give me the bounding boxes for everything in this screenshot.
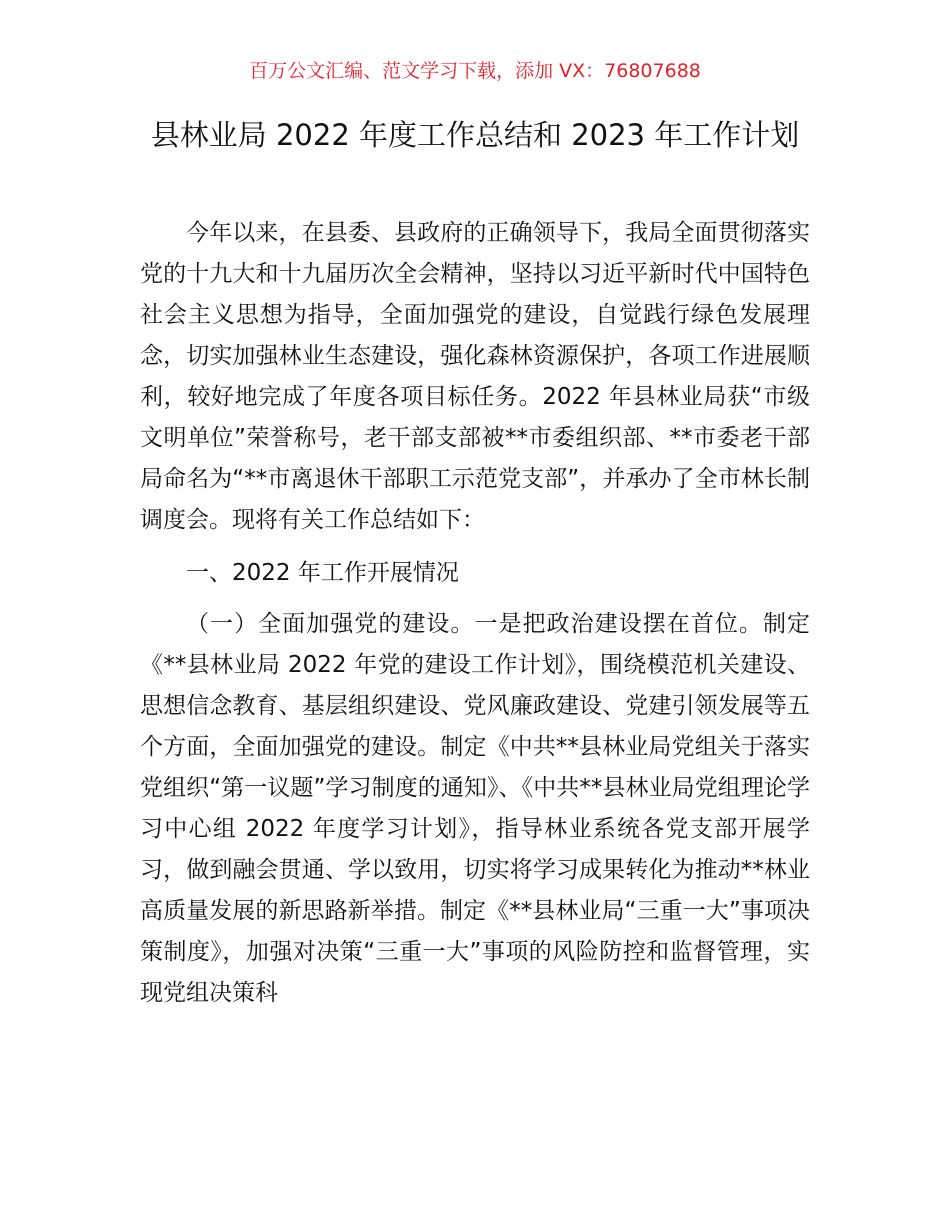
subsection-paragraph: （一）全面加强党的建设。一是把政治建设摆在首位。制定《**县林业局 2022 年党的建设工作计划》，围绕模范机关建设、思想信念教育、基层组织建设、党风廉政建设、党建引领发展等五个方面，全面加强党的建设。制定《中共**县林业局党组关于落实党组织“第一议题”学习制度的通知》、《中共**县林业局党组理论学习中心组 2022 年度学习计划》，指导林业系统各党支部开展学习，做到融会贯通、学以致用，切实将学习成果转化为推动**林业高质量发展的新思路新举措。制定《**县林业局“三重一大”事项决策制度》，加强对决策“三重一大”事项的风险防控和监督管理，实现党组决策科: [140, 611, 810, 1006]
intro-paragraph: 今年以来，在县委、县政府的正确领导下，我局全面贯彻落实党的十九大和十九届历次全会精神，坚持以习近平新时代中国特色社会主义思想为指导，全面加强党的建设，自觉践行绿色发展理念，切实加强林业生态建设，强化森林资源保护，各项工作进展顺利，较好地完成了年度各项目标任务。2022 年县林业局获“市级文明单位”荣誉称号，老干部支部被**市委组织部、**市委老干部局命名为“**市离退休干部职工示范党支部”，并承办了全市林长制调度会。现将有关工作总结如下：: [140, 220, 810, 533]
document-body: [140, 213, 810, 1014]
header-watermark-note: 百万公文汇编、范文学习下载，添加 VX：76807688: [249, 60, 701, 82]
section-heading: 一、2022 年工作开展情况: [186, 560, 459, 586]
document-title: 县林业局 2022 年度工作总结和 2023 年工作计划: [150, 118, 800, 152]
